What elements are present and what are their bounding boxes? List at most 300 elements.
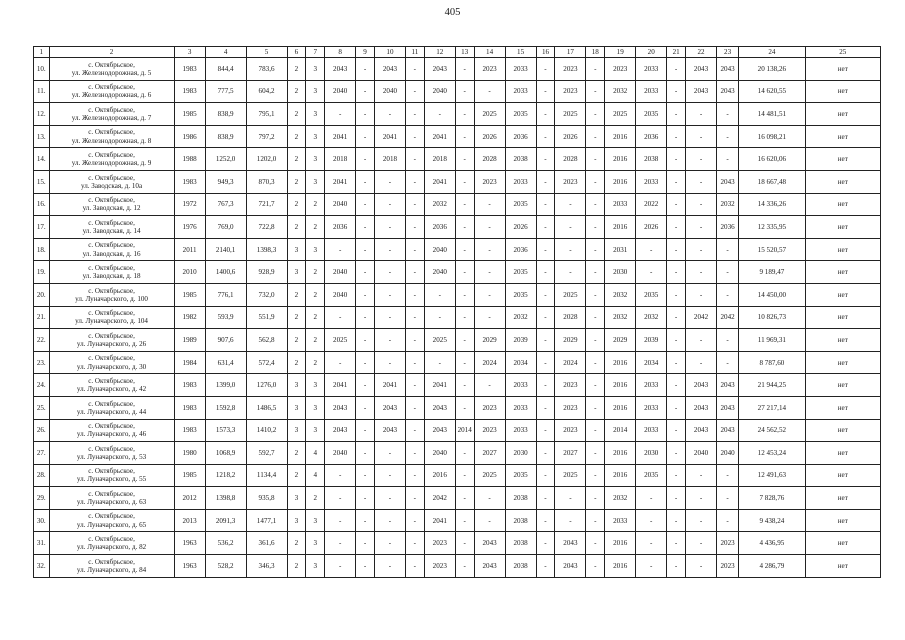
cell-col-8: 2040 bbox=[325, 283, 356, 306]
cell-col-12: 2023 bbox=[424, 555, 455, 578]
cell-col-12: 2041 bbox=[424, 125, 455, 148]
cell-col-19: 2016 bbox=[605, 464, 636, 487]
cell-col-3: 2011 bbox=[174, 238, 205, 261]
cell-col-14: - bbox=[474, 193, 505, 216]
cell-col-6: 3 bbox=[287, 238, 306, 261]
cell-col-23: - bbox=[717, 103, 739, 126]
cell-col-3: 1985 bbox=[174, 464, 205, 487]
column-header-12: 12 bbox=[424, 47, 455, 58]
cell-col-6: 2 bbox=[287, 329, 306, 352]
cell-col-24: 14 481,51 bbox=[739, 103, 805, 126]
cell-col-5: 783,6 bbox=[246, 58, 287, 81]
table-row bbox=[34, 103, 881, 126]
address-locality: с. Октябрьское, bbox=[88, 128, 135, 137]
cell-col-21: - bbox=[667, 351, 686, 374]
cell-col-21: - bbox=[667, 419, 686, 442]
cell-col-13: - bbox=[455, 555, 474, 578]
cell-col-15: 2038 bbox=[505, 148, 536, 171]
cell-col-16: - bbox=[536, 238, 555, 261]
cell-col-20: - bbox=[636, 555, 667, 578]
cell-col-17: 2024 bbox=[555, 351, 586, 374]
cell-col-14: 2023 bbox=[474, 396, 505, 419]
cell-col-19: 2016 bbox=[605, 170, 636, 193]
cell-col-18: - bbox=[586, 170, 605, 193]
address-street: ул. Луначарского, д. 30 bbox=[76, 362, 147, 371]
cell-col-9: - bbox=[356, 396, 375, 419]
cell-col-3: 1983 bbox=[174, 170, 205, 193]
cell-col-21: - bbox=[667, 487, 686, 510]
cell-col-19: 2023 bbox=[605, 58, 636, 81]
cell-col-5: 346,3 bbox=[246, 555, 287, 578]
cell-col-7: 2 bbox=[306, 351, 325, 374]
cell-col-9: - bbox=[356, 80, 375, 103]
cell-col-23: 2023 bbox=[717, 532, 739, 555]
cell-col-4: 1398,8 bbox=[205, 487, 246, 510]
cell-col-16: - bbox=[536, 351, 555, 374]
cell-col-15: 2033 bbox=[505, 419, 536, 442]
cell-col-11: - bbox=[405, 509, 424, 532]
cell-col-10: - bbox=[374, 532, 405, 555]
cell-col-4: 593,9 bbox=[205, 306, 246, 329]
cell-col-10: - bbox=[374, 555, 405, 578]
cell-col-4: 1399,0 bbox=[205, 374, 246, 397]
cell-col-22: 2040 bbox=[686, 442, 717, 465]
cell-col-17: 2023 bbox=[555, 80, 586, 103]
cell-col-22: 2043 bbox=[686, 396, 717, 419]
column-header-8: 8 bbox=[325, 47, 356, 58]
cell-col-8: 2040 bbox=[325, 80, 356, 103]
cell-col-11: - bbox=[405, 103, 424, 126]
cell-col-3: 1985 bbox=[174, 103, 205, 126]
cell-col-9: - bbox=[356, 170, 375, 193]
cell-col-3: 1989 bbox=[174, 329, 205, 352]
cell-col-8: - bbox=[325, 487, 356, 510]
cell-col-17: 2027 bbox=[555, 442, 586, 465]
row-number: 18. bbox=[34, 238, 50, 261]
row-number: 14. bbox=[34, 148, 50, 171]
cell-col-23: - bbox=[717, 125, 739, 148]
cell-col-11: - bbox=[405, 396, 424, 419]
address-locality: с. Октябрьское, bbox=[88, 241, 135, 250]
cell-col-17: 2025 bbox=[555, 103, 586, 126]
cell-col-14: - bbox=[474, 216, 505, 239]
address-locality: с. Октябрьское, bbox=[88, 399, 135, 408]
cell-col-17: 2023 bbox=[555, 396, 586, 419]
cell-col-16: - bbox=[536, 125, 555, 148]
cell-col-17: 2023 bbox=[555, 374, 586, 397]
cell-col-25: нет bbox=[805, 193, 880, 216]
cell-col-8: 2041 bbox=[325, 125, 356, 148]
cell-col-4: 767,3 bbox=[205, 193, 246, 216]
cell-col-22: 2043 bbox=[686, 419, 717, 442]
column-header-13: 13 bbox=[455, 47, 474, 58]
cell-col-5: 1134,4 bbox=[246, 464, 287, 487]
cell-col-4: 536,2 bbox=[205, 532, 246, 555]
address-cell bbox=[49, 216, 174, 239]
cell-col-22: - bbox=[686, 238, 717, 261]
cell-col-20: - bbox=[636, 238, 667, 261]
cell-col-16: - bbox=[536, 80, 555, 103]
cell-col-25: нет bbox=[805, 216, 880, 239]
cell-col-12: 2043 bbox=[424, 419, 455, 442]
cell-col-4: 1218,2 bbox=[205, 464, 246, 487]
column-header-25: 25 bbox=[805, 47, 880, 58]
cell-col-7: 2 bbox=[306, 283, 325, 306]
cell-col-16: - bbox=[536, 148, 555, 171]
cell-col-5: 1202,0 bbox=[246, 148, 287, 171]
cell-col-12: 2041 bbox=[424, 509, 455, 532]
cell-col-22: - bbox=[686, 351, 717, 374]
cell-col-14: 2029 bbox=[474, 329, 505, 352]
cell-col-9: - bbox=[356, 555, 375, 578]
cell-col-18: - bbox=[586, 329, 605, 352]
cell-col-14: 2025 bbox=[474, 103, 505, 126]
table-row bbox=[34, 170, 881, 193]
cell-col-18: - bbox=[586, 464, 605, 487]
cell-col-24: 14 450,00 bbox=[739, 283, 805, 306]
cell-col-4: 907,6 bbox=[205, 329, 246, 352]
cell-col-14: 2026 bbox=[474, 125, 505, 148]
cell-col-20: 2038 bbox=[636, 148, 667, 171]
row-number: 31. bbox=[34, 532, 50, 555]
address-street: ул. Железнодорожная, д. 9 bbox=[71, 159, 152, 168]
cell-col-13: - bbox=[455, 193, 474, 216]
cell-col-19: 2016 bbox=[605, 148, 636, 171]
address-cell bbox=[49, 193, 174, 216]
row-number: 22. bbox=[34, 329, 50, 352]
cell-col-22: - bbox=[686, 148, 717, 171]
cell-col-16: - bbox=[536, 419, 555, 442]
address-cell bbox=[49, 555, 174, 578]
cell-col-4: 2091,3 bbox=[205, 509, 246, 532]
column-header-20: 20 bbox=[636, 47, 667, 58]
cell-col-25: нет bbox=[805, 80, 880, 103]
cell-col-5: 1398,3 bbox=[246, 238, 287, 261]
cell-col-22: 2043 bbox=[686, 80, 717, 103]
cell-col-6: 2 bbox=[287, 193, 306, 216]
cell-col-23: - bbox=[717, 148, 739, 171]
cell-col-16: - bbox=[536, 170, 555, 193]
cell-col-10: - bbox=[374, 464, 405, 487]
cell-col-22: - bbox=[686, 283, 717, 306]
address-street: ул. Заводская, д. 14 bbox=[82, 226, 141, 235]
column-header-6: 6 bbox=[287, 47, 306, 58]
address-cell bbox=[49, 283, 174, 306]
cell-col-21: - bbox=[667, 103, 686, 126]
column-header-19: 19 bbox=[605, 47, 636, 58]
row-number: 23. bbox=[34, 351, 50, 374]
cell-col-4: 1068,9 bbox=[205, 442, 246, 465]
table-row bbox=[34, 238, 881, 261]
cell-col-17: 2043 bbox=[555, 555, 586, 578]
address-street: ул. Луначарского, д. 55 bbox=[76, 475, 147, 484]
cell-col-25: нет bbox=[805, 487, 880, 510]
table-row bbox=[34, 419, 881, 442]
cell-col-15: 2036 bbox=[505, 238, 536, 261]
address-locality: с. Октябрьское, bbox=[88, 309, 135, 318]
cell-col-17: 2023 bbox=[555, 419, 586, 442]
cell-col-6: 2 bbox=[287, 532, 306, 555]
cell-col-19: 2016 bbox=[605, 374, 636, 397]
table-row bbox=[34, 306, 881, 329]
cell-col-4: 631,4 bbox=[205, 351, 246, 374]
cell-col-22: - bbox=[686, 170, 717, 193]
address-cell bbox=[49, 374, 174, 397]
cell-col-20: 2033 bbox=[636, 170, 667, 193]
address-street: ул. Луначарского, д. 46 bbox=[76, 430, 147, 439]
cell-col-24: 8 787,60 bbox=[739, 351, 805, 374]
cell-col-13: 2014 bbox=[455, 419, 474, 442]
column-header-7: 7 bbox=[306, 47, 325, 58]
cell-col-4: 949,3 bbox=[205, 170, 246, 193]
cell-col-7: 4 bbox=[306, 464, 325, 487]
cell-col-13: - bbox=[455, 238, 474, 261]
cell-col-16: - bbox=[536, 396, 555, 419]
cell-col-25: нет bbox=[805, 464, 880, 487]
cell-col-13: - bbox=[455, 283, 474, 306]
cell-col-15: 2030 bbox=[505, 442, 536, 465]
cell-col-19: 2033 bbox=[605, 193, 636, 216]
cell-col-5: 604,2 bbox=[246, 80, 287, 103]
cell-col-25: нет bbox=[805, 509, 880, 532]
cell-col-7: 4 bbox=[306, 442, 325, 465]
cell-col-13: - bbox=[455, 306, 474, 329]
address-cell bbox=[49, 464, 174, 487]
cell-col-10: - bbox=[374, 283, 405, 306]
cell-col-8: 2041 bbox=[325, 170, 356, 193]
cell-col-24: 15 520,57 bbox=[739, 238, 805, 261]
cell-col-7: 3 bbox=[306, 396, 325, 419]
cell-col-21: - bbox=[667, 509, 686, 532]
cell-col-9: - bbox=[356, 351, 375, 374]
row-number: 25. bbox=[34, 396, 50, 419]
cell-col-4: 528,2 bbox=[205, 555, 246, 578]
cell-col-8: 2040 bbox=[325, 261, 356, 284]
cell-col-11: - bbox=[405, 125, 424, 148]
cell-col-15: 2032 bbox=[505, 306, 536, 329]
cell-col-12: - bbox=[424, 306, 455, 329]
address-street: ул. Железнодорожная, д. 5 bbox=[71, 68, 152, 77]
cell-col-7: 2 bbox=[306, 216, 325, 239]
cell-col-15: 2033 bbox=[505, 170, 536, 193]
cell-col-9: - bbox=[356, 216, 375, 239]
cell-col-14: 2023 bbox=[474, 419, 505, 442]
cell-col-6: 2 bbox=[287, 216, 306, 239]
address-street: ул. Железнодорожная, д. 8 bbox=[71, 136, 152, 145]
cell-col-20: 2033 bbox=[636, 419, 667, 442]
cell-col-4: 1573,3 bbox=[205, 419, 246, 442]
cell-col-4: 838,9 bbox=[205, 125, 246, 148]
cell-col-15: 2038 bbox=[505, 532, 536, 555]
cell-col-14: 2027 bbox=[474, 442, 505, 465]
cell-col-5: 721,7 bbox=[246, 193, 287, 216]
address-street: ул. Заводская, д. 18 bbox=[82, 272, 141, 281]
cell-col-6: 2 bbox=[287, 442, 306, 465]
address-street: ул. Заводская, д. 16 bbox=[82, 249, 141, 258]
cell-col-19: 2016 bbox=[605, 532, 636, 555]
cell-col-7: 2 bbox=[306, 306, 325, 329]
cell-col-12: 2040 bbox=[424, 442, 455, 465]
cell-col-21: - bbox=[667, 464, 686, 487]
cell-col-18: - bbox=[586, 80, 605, 103]
address-locality: с. Октябрьское, bbox=[88, 489, 135, 498]
cell-col-3: 1984 bbox=[174, 351, 205, 374]
cell-col-16: - bbox=[536, 374, 555, 397]
cell-col-18: - bbox=[586, 306, 605, 329]
cell-col-20: 2030 bbox=[636, 442, 667, 465]
cell-col-25: нет bbox=[805, 351, 880, 374]
address-street: ул. Луначарского, д. 65 bbox=[76, 520, 147, 529]
cell-col-7: 3 bbox=[306, 532, 325, 555]
cell-col-13: - bbox=[455, 374, 474, 397]
cell-col-8: 2040 bbox=[325, 193, 356, 216]
cell-col-15: 2038 bbox=[505, 555, 536, 578]
cell-col-24: 4 436,95 bbox=[739, 532, 805, 555]
address-locality: с. Октябрьское, bbox=[88, 263, 135, 272]
cell-col-9: - bbox=[356, 58, 375, 81]
table-row bbox=[34, 555, 881, 578]
cell-col-9: - bbox=[356, 238, 375, 261]
cell-col-11: - bbox=[405, 555, 424, 578]
cell-col-12: - bbox=[424, 283, 455, 306]
table-row bbox=[34, 58, 881, 81]
cell-col-4: 2140,1 bbox=[205, 238, 246, 261]
cell-col-4: 1400,6 bbox=[205, 261, 246, 284]
column-header-17: 17 bbox=[555, 47, 586, 58]
cell-col-17: 2026 bbox=[555, 125, 586, 148]
cell-col-22: 2043 bbox=[686, 374, 717, 397]
cell-col-21: - bbox=[667, 283, 686, 306]
cell-col-20: 2032 bbox=[636, 306, 667, 329]
cell-col-20: 2039 bbox=[636, 329, 667, 352]
cell-col-16: - bbox=[536, 103, 555, 126]
cell-col-17: 2023 bbox=[555, 170, 586, 193]
cell-col-21: - bbox=[667, 396, 686, 419]
row-number: 10. bbox=[34, 58, 50, 81]
cell-col-14: 2023 bbox=[474, 170, 505, 193]
cell-col-15: 2033 bbox=[505, 58, 536, 81]
cell-col-5: 1276,0 bbox=[246, 374, 287, 397]
row-number: 16. bbox=[34, 193, 50, 216]
row-number: 11. bbox=[34, 80, 50, 103]
address-cell bbox=[49, 125, 174, 148]
cell-col-3: 1972 bbox=[174, 193, 205, 216]
cell-col-17: - bbox=[555, 238, 586, 261]
cell-col-24: 10 826,73 bbox=[739, 306, 805, 329]
cell-col-3: 1983 bbox=[174, 374, 205, 397]
cell-col-11: - bbox=[405, 442, 424, 465]
cell-col-3: 2013 bbox=[174, 509, 205, 532]
housing-registry-table bbox=[33, 46, 881, 578]
address-street: ул. Луначарского, д. 53 bbox=[76, 452, 147, 461]
cell-col-24: 24 562,52 bbox=[739, 419, 805, 442]
cell-col-14: 2043 bbox=[474, 555, 505, 578]
cell-col-15: 2036 bbox=[505, 125, 536, 148]
cell-col-16: - bbox=[536, 306, 555, 329]
cell-col-19: 2016 bbox=[605, 216, 636, 239]
row-number: 19. bbox=[34, 261, 50, 284]
cell-col-9: - bbox=[356, 193, 375, 216]
cell-col-11: - bbox=[405, 58, 424, 81]
address-cell bbox=[49, 509, 174, 532]
row-number: 26. bbox=[34, 419, 50, 442]
cell-col-23: 2043 bbox=[717, 170, 739, 193]
column-header-15: 15 bbox=[505, 47, 536, 58]
cell-col-25: нет bbox=[805, 238, 880, 261]
cell-col-17: 2029 bbox=[555, 329, 586, 352]
cell-col-5: 551,9 bbox=[246, 306, 287, 329]
cell-col-17: 2025 bbox=[555, 283, 586, 306]
table-row bbox=[34, 193, 881, 216]
column-header-10: 10 bbox=[374, 47, 405, 58]
address-locality: с. Октябрьское, bbox=[88, 376, 135, 385]
cell-col-22: - bbox=[686, 125, 717, 148]
address-street: ул. Луначарского, д. 26 bbox=[76, 339, 147, 348]
cell-col-25: нет bbox=[805, 283, 880, 306]
cell-col-3: 1983 bbox=[174, 396, 205, 419]
address-street: ул. Заводская, д. 12 bbox=[82, 204, 141, 213]
cell-col-18: - bbox=[586, 419, 605, 442]
cell-col-22: - bbox=[686, 464, 717, 487]
cell-col-13: - bbox=[455, 216, 474, 239]
cell-col-22: - bbox=[686, 261, 717, 284]
cell-col-23: - bbox=[717, 238, 739, 261]
cell-col-15: 2035 bbox=[505, 464, 536, 487]
cell-col-11: - bbox=[405, 148, 424, 171]
cell-col-6: 2 bbox=[287, 306, 306, 329]
cell-col-11: - bbox=[405, 238, 424, 261]
row-number: 29. bbox=[34, 487, 50, 510]
cell-col-13: - bbox=[455, 464, 474, 487]
cell-col-24: 12 453,24 bbox=[739, 442, 805, 465]
cell-col-20: - bbox=[636, 532, 667, 555]
cell-col-15: 2039 bbox=[505, 329, 536, 352]
table-row bbox=[34, 80, 881, 103]
cell-col-8: 2036 bbox=[325, 216, 356, 239]
cell-col-18: - bbox=[586, 261, 605, 284]
cell-col-14: 2043 bbox=[474, 532, 505, 555]
address-cell bbox=[49, 442, 174, 465]
cell-col-12: 2016 bbox=[424, 464, 455, 487]
row-number: 24. bbox=[34, 374, 50, 397]
table-body bbox=[34, 58, 881, 578]
column-header-3: 3 bbox=[174, 47, 205, 58]
cell-col-5: 1477,1 bbox=[246, 509, 287, 532]
cell-col-20: 2035 bbox=[636, 464, 667, 487]
cell-col-9: - bbox=[356, 125, 375, 148]
address-locality: с. Октябрьское, bbox=[88, 286, 135, 295]
cell-col-4: 838,9 bbox=[205, 103, 246, 126]
cell-col-7: 3 bbox=[306, 419, 325, 442]
address-cell bbox=[49, 329, 174, 352]
cell-col-7: 2 bbox=[306, 329, 325, 352]
address-locality: с. Октябрьское, bbox=[88, 354, 135, 363]
cell-col-22: 2043 bbox=[686, 58, 717, 81]
cell-col-18: - bbox=[586, 555, 605, 578]
cell-col-19: 2033 bbox=[605, 509, 636, 532]
table-row bbox=[34, 329, 881, 352]
cell-col-5: 795,1 bbox=[246, 103, 287, 126]
cell-col-24: 12 491,63 bbox=[739, 464, 805, 487]
cell-col-17: 2043 bbox=[555, 532, 586, 555]
address-locality: с. Октябрьское, bbox=[88, 60, 135, 69]
cell-col-23: - bbox=[717, 329, 739, 352]
cell-col-13: - bbox=[455, 509, 474, 532]
cell-col-19: 2025 bbox=[605, 103, 636, 126]
cell-col-16: - bbox=[536, 555, 555, 578]
cell-col-18: - bbox=[586, 103, 605, 126]
cell-col-7: 2 bbox=[306, 261, 325, 284]
